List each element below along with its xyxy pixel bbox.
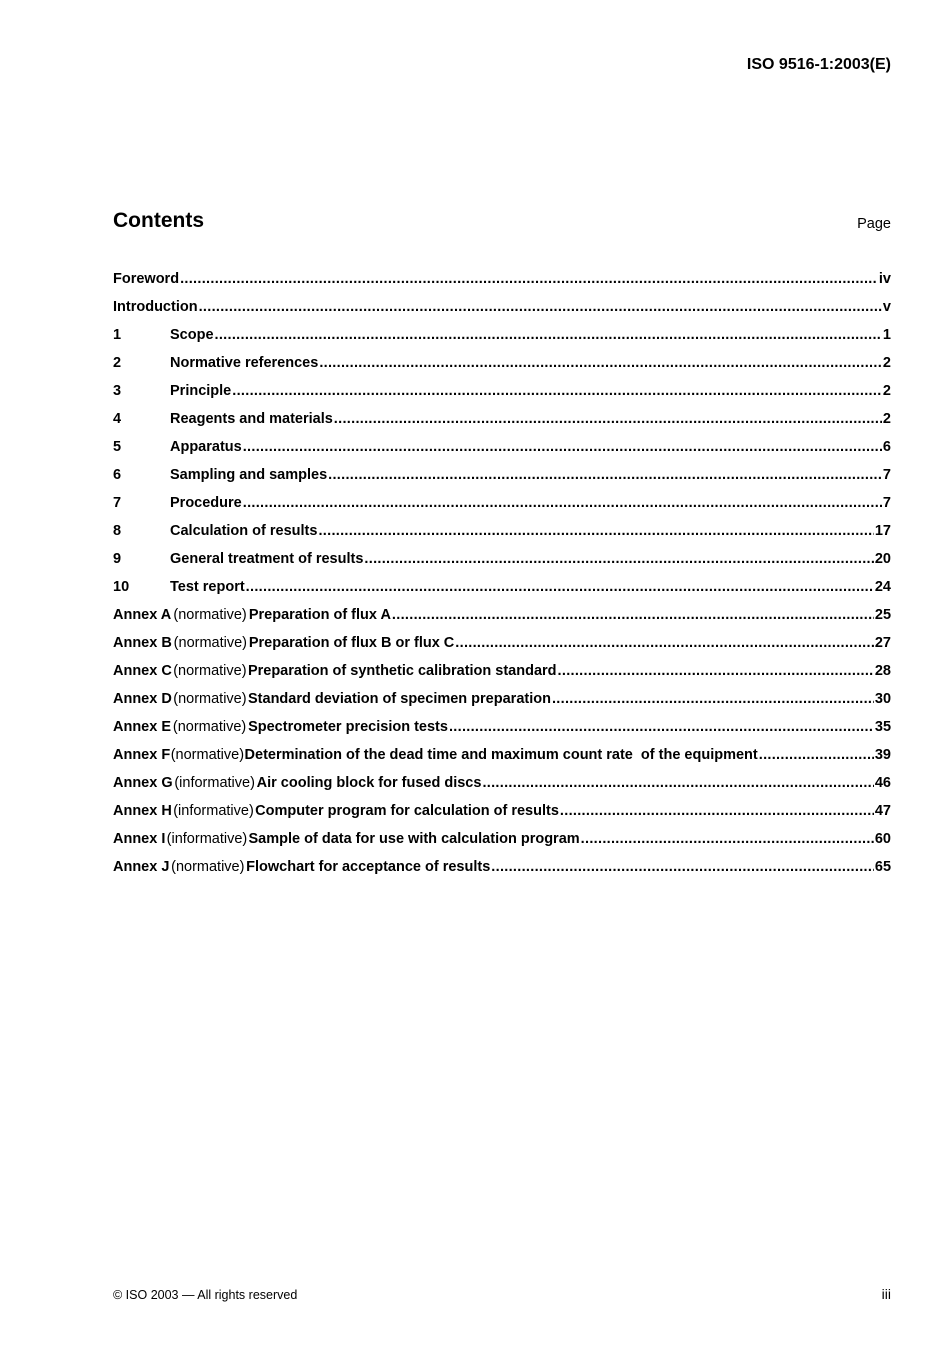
annex-id: Annex G bbox=[113, 775, 173, 791]
dot-leader bbox=[491, 853, 874, 881]
toc-entry-page: 7 bbox=[882, 495, 891, 511]
table-of-contents bbox=[113, 265, 891, 881]
toc-entry-section-7[interactable] bbox=[113, 489, 891, 517]
dot-leader bbox=[482, 769, 873, 797]
annex-kind: (informative) bbox=[166, 831, 248, 847]
toc-entry-annex-i[interactable] bbox=[113, 825, 891, 853]
toc-entry-page: 20 bbox=[874, 551, 891, 567]
toc-entry-page: 24 bbox=[874, 579, 891, 595]
toc-entry-page: 27 bbox=[874, 635, 891, 651]
toc-entry-label: General treatment of results bbox=[170, 551, 364, 567]
section-number: 1 bbox=[113, 327, 122, 343]
annex-id: Annex J bbox=[113, 859, 170, 875]
annex-id: Annex F bbox=[113, 747, 171, 763]
toc-entry-section-4[interactable] bbox=[113, 405, 891, 433]
toc-entry-section-6[interactable] bbox=[113, 461, 891, 489]
section-number: 10 bbox=[113, 579, 130, 595]
toc-entry-section-9[interactable] bbox=[113, 545, 891, 573]
annex-kind: (normative) bbox=[171, 859, 245, 875]
toc-entry-label: Scope bbox=[170, 327, 214, 343]
toc-entry-label: Principle bbox=[170, 383, 232, 399]
toc-entry-page: 46 bbox=[874, 775, 891, 791]
toc-entry-page: 2 bbox=[882, 383, 891, 399]
annex-id: Annex I bbox=[113, 831, 166, 847]
dot-leader bbox=[334, 405, 882, 433]
annex-id: Annex D bbox=[113, 691, 172, 707]
document-id: ISO 9516-1:2003(E) bbox=[746, 56, 891, 73]
toc-entry-page: 47 bbox=[874, 803, 891, 819]
dot-leader bbox=[581, 825, 874, 853]
dot-leader bbox=[319, 349, 882, 377]
section-number: 4 bbox=[113, 411, 122, 427]
toc-entry-page: 39 bbox=[874, 747, 891, 763]
contents-heading bbox=[113, 209, 891, 239]
dot-leader bbox=[243, 489, 882, 517]
toc-entry-annex-e[interactable] bbox=[113, 713, 891, 741]
toc-entry-section-1[interactable] bbox=[113, 321, 891, 349]
section-number: 8 bbox=[113, 523, 122, 539]
dot-leader bbox=[392, 601, 874, 629]
section-number: 6 bbox=[113, 467, 122, 483]
section-number: 3 bbox=[113, 383, 122, 399]
dot-leader bbox=[328, 461, 882, 489]
annex-id: Annex H bbox=[113, 803, 172, 819]
toc-entry-label: Reagents and materials bbox=[170, 411, 333, 427]
annex-title: Determination of the dead time and maximum count rate of the equipment bbox=[244, 747, 758, 763]
section-number: 9 bbox=[113, 551, 122, 567]
toc-entry-page: 65 bbox=[874, 859, 891, 875]
annex-kind: (normative) bbox=[173, 691, 247, 707]
toc-entry-page: v bbox=[882, 299, 891, 315]
dot-leader bbox=[215, 321, 882, 349]
dot-leader bbox=[455, 629, 874, 657]
dot-leader bbox=[243, 433, 882, 461]
annex-kind: (normative) bbox=[170, 747, 245, 763]
toc-entry-label: Procedure bbox=[170, 495, 242, 511]
annex-kind: (normative) bbox=[173, 635, 247, 651]
annex-id: Annex A bbox=[113, 607, 172, 623]
toc-entry-introduction[interactable] bbox=[113, 293, 891, 321]
footer-page-number: iii bbox=[881, 1286, 891, 1302]
annex-kind: (normative) bbox=[173, 663, 247, 679]
toc-entry-annex-c[interactable] bbox=[113, 657, 891, 685]
section-number: 7 bbox=[113, 495, 122, 511]
toc-entry-label: Introduction bbox=[113, 299, 198, 315]
annex-id: Annex E bbox=[113, 719, 172, 735]
annex-title: Preparation of synthetic calibration standard bbox=[247, 663, 557, 679]
dot-leader bbox=[560, 797, 874, 825]
toc-entry-label: Foreword bbox=[113, 271, 180, 287]
annex-title: Sample of data for use with calculation program bbox=[248, 831, 580, 847]
toc-entry-page: 30 bbox=[874, 691, 891, 707]
toc-entry-section-8[interactable] bbox=[113, 517, 891, 545]
page-title: Contents bbox=[113, 209, 204, 232]
toc-entry-annex-f[interactable] bbox=[113, 741, 891, 769]
annex-kind: (informative) bbox=[174, 775, 255, 791]
dot-leader bbox=[449, 713, 874, 741]
annex-kind: (normative) bbox=[172, 719, 247, 735]
dot-leader bbox=[246, 573, 874, 601]
section-number: 2 bbox=[113, 355, 122, 371]
dot-leader bbox=[180, 265, 878, 293]
toc-entry-page: 17 bbox=[874, 523, 891, 539]
toc-entry-section-2[interactable] bbox=[113, 349, 891, 377]
annex-title: Standard deviation of specimen preparation bbox=[248, 691, 551, 707]
annex-kind: (normative) bbox=[173, 607, 247, 623]
dot-leader bbox=[552, 685, 874, 713]
toc-entry-page: iv bbox=[878, 271, 891, 287]
toc-entry-section-10[interactable] bbox=[113, 573, 891, 601]
toc-entry-label: Test report bbox=[170, 579, 245, 595]
toc-entry-annex-h[interactable] bbox=[113, 797, 891, 825]
annex-id: Annex B bbox=[113, 635, 172, 651]
annex-title: Flowchart for acceptance of results bbox=[246, 859, 491, 875]
toc-entry-annex-a[interactable] bbox=[113, 601, 891, 629]
dot-leader bbox=[759, 741, 874, 769]
dot-leader bbox=[199, 293, 882, 321]
toc-entry-page: 35 bbox=[874, 719, 891, 735]
toc-entry-page: 2 bbox=[882, 411, 891, 427]
toc-entry-label: Apparatus bbox=[170, 439, 242, 455]
annex-title: Preparation of flux B or flux C bbox=[248, 635, 455, 651]
footer-copyright: © ISO 2003 — All rights reserved bbox=[113, 1288, 298, 1302]
annex-title: Air cooling block for fused discs bbox=[256, 775, 482, 791]
annex-id: Annex C bbox=[113, 663, 172, 679]
toc-entry-page: 7 bbox=[882, 467, 891, 483]
annex-title: Computer program for calculation of results bbox=[255, 803, 559, 819]
annex-kind: (informative) bbox=[173, 803, 254, 819]
annex-title: Spectrometer precision tests bbox=[248, 719, 448, 735]
toc-entry-annex-b[interactable] bbox=[113, 629, 891, 657]
dot-leader bbox=[318, 517, 873, 545]
toc-entry-section-5[interactable] bbox=[113, 433, 891, 461]
dot-leader bbox=[558, 657, 874, 685]
section-number: 5 bbox=[113, 439, 122, 455]
page-column-label: Page bbox=[857, 216, 891, 232]
toc-entry-annex-j[interactable] bbox=[113, 853, 891, 881]
toc-entry-foreword[interactable] bbox=[113, 265, 891, 293]
toc-entry-page: 60 bbox=[874, 831, 891, 847]
toc-entry-page: 2 bbox=[882, 355, 891, 371]
toc-entry-label: Normative references bbox=[170, 355, 319, 371]
annex-title: Preparation of flux A bbox=[248, 607, 391, 623]
toc-entry-annex-g[interactable] bbox=[113, 769, 891, 797]
toc-entry-page: 6 bbox=[882, 439, 891, 455]
toc-entry-page: 25 bbox=[874, 607, 891, 623]
toc-entry-label: Sampling and samples bbox=[170, 467, 328, 483]
dot-leader bbox=[232, 377, 882, 405]
toc-entry-annex-d[interactable] bbox=[113, 685, 891, 713]
toc-entry-label: Calculation of results bbox=[170, 523, 318, 539]
toc-entry-section-3[interactable] bbox=[113, 377, 891, 405]
toc-entry-page: 1 bbox=[882, 327, 891, 343]
toc-entry-page: 28 bbox=[874, 663, 891, 679]
dot-leader bbox=[364, 545, 873, 573]
